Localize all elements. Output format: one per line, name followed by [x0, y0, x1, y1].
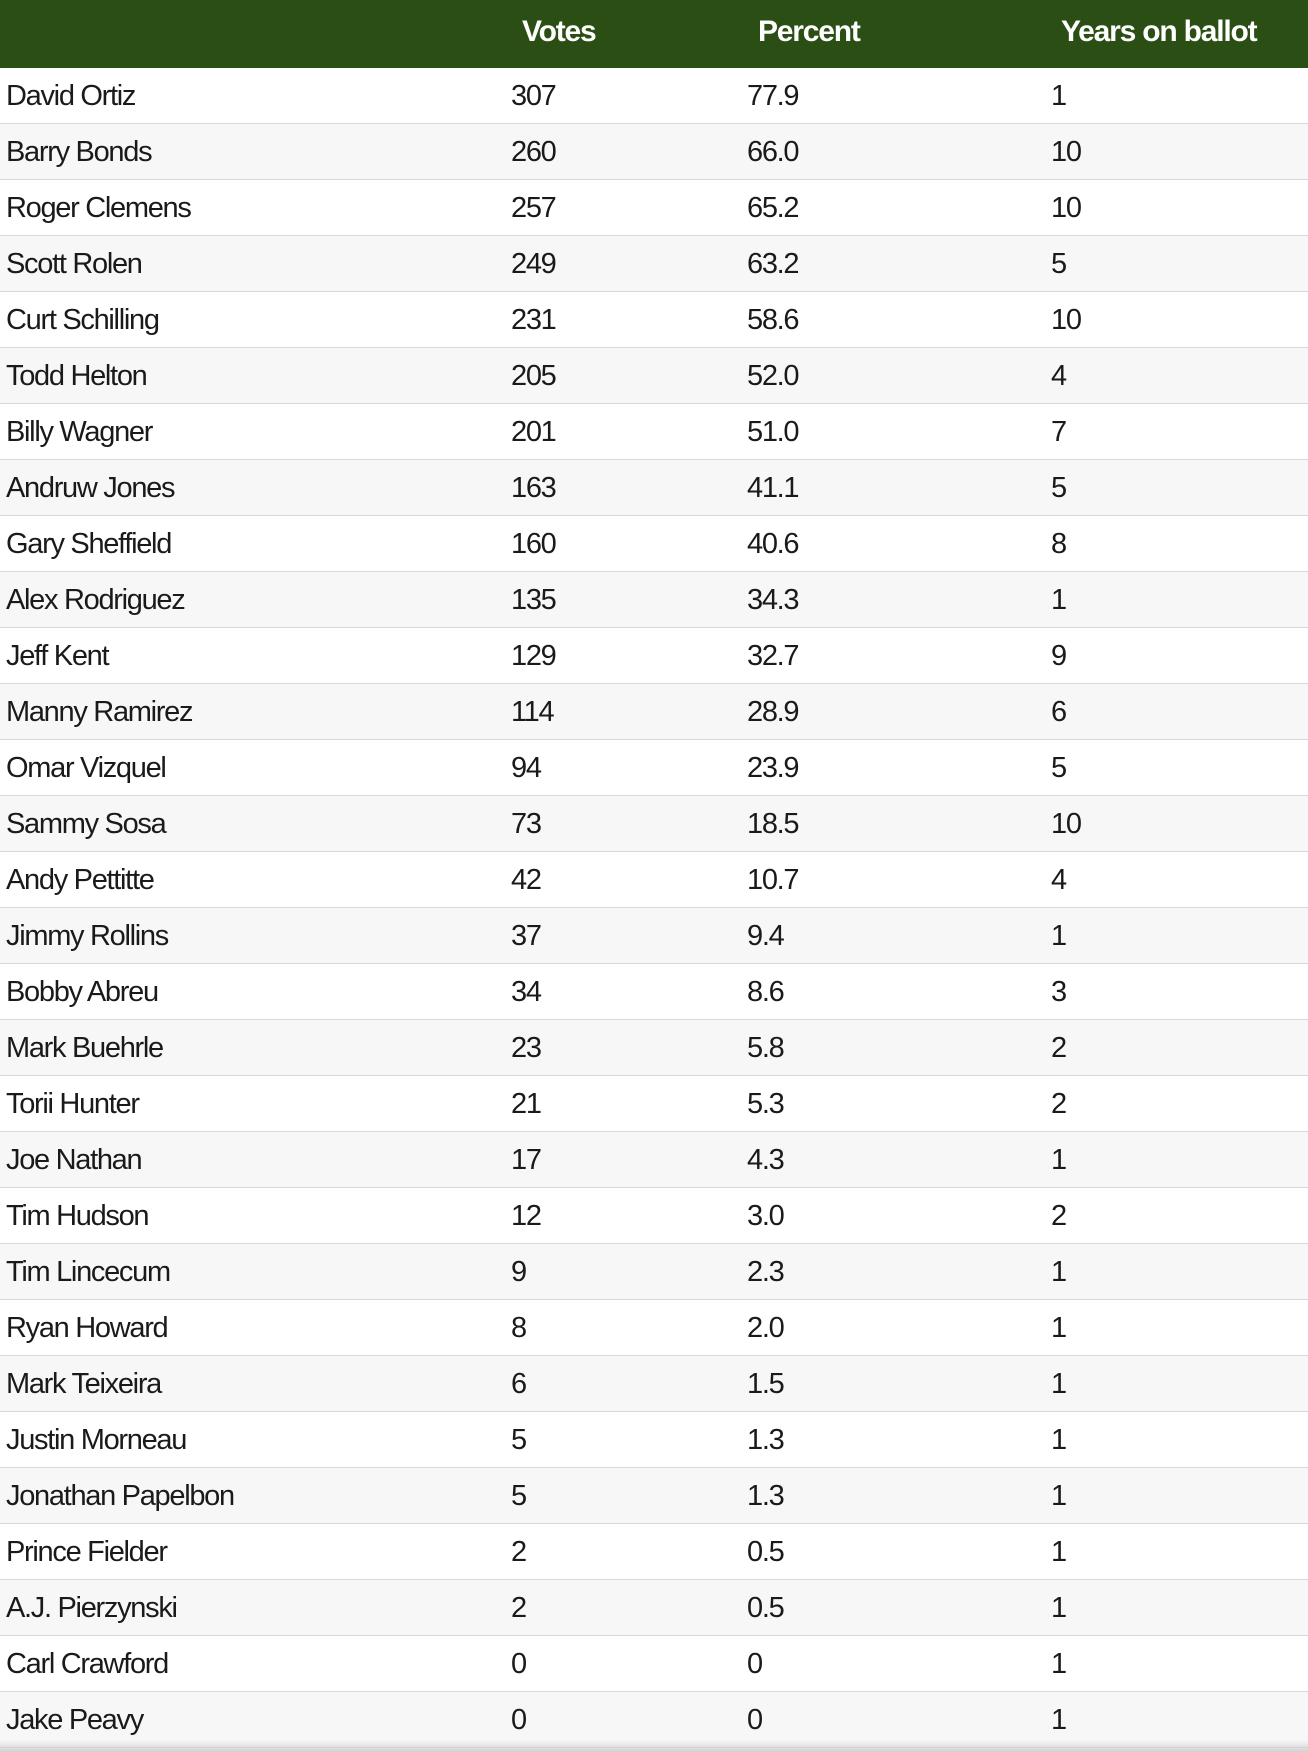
- percent-cell: 1.5: [747, 1368, 784, 1400]
- years-on-ballot-cell: 2: [1051, 1088, 1066, 1120]
- percent-cell: 5.3: [747, 1088, 784, 1120]
- votes-cell: 260: [511, 136, 556, 168]
- percent-cell: 28.9: [747, 696, 799, 728]
- table-row: [0, 1412, 1308, 1468]
- player-name-cell: David Ortiz: [6, 80, 136, 112]
- table-row: [0, 852, 1308, 908]
- votes-cell: 160: [511, 528, 556, 560]
- years-on-ballot-cell: 8: [1051, 528, 1066, 560]
- table-row: [0, 1524, 1308, 1580]
- votes-cell: 23: [511, 1032, 541, 1064]
- player-name-cell: Jeff Kent: [6, 640, 109, 672]
- votes-cell: 21: [511, 1088, 541, 1120]
- years-on-ballot-cell: 1: [1051, 1256, 1066, 1288]
- table-row: [0, 348, 1308, 404]
- percent-cell: 51.0: [747, 416, 799, 448]
- percent-cell: 8.6: [747, 976, 784, 1008]
- years-on-ballot-cell: 1: [1051, 1648, 1066, 1680]
- player-name-cell: Joe Nathan: [6, 1144, 142, 1176]
- table-row: [0, 1636, 1308, 1692]
- table-row: [0, 684, 1308, 740]
- percent-cell: 66.0: [747, 136, 799, 168]
- percent-cell: 41.1: [747, 472, 799, 504]
- votes-cell: 37: [511, 920, 541, 952]
- player-name-cell: Omar Vizquel: [6, 752, 166, 784]
- percent-cell: 1.3: [747, 1424, 784, 1456]
- years-on-ballot-cell: 4: [1051, 864, 1066, 896]
- years-on-ballot-cell: 1: [1051, 584, 1066, 616]
- player-name-cell: Billy Wagner: [6, 416, 153, 448]
- years-on-ballot-cell: 1: [1051, 1144, 1066, 1176]
- percent-cell: 0: [747, 1648, 762, 1680]
- table-row: [0, 1132, 1308, 1188]
- table-row: [0, 1300, 1308, 1356]
- player-name-cell: Torii Hunter: [6, 1088, 139, 1120]
- years-on-ballot-cell: 1: [1051, 920, 1066, 952]
- player-name-cell: Curt Schilling: [6, 304, 159, 336]
- years-on-ballot-cell: 7: [1051, 416, 1066, 448]
- player-name-cell: Mark Buehrle: [6, 1032, 163, 1064]
- years-on-ballot-cell: 3: [1051, 976, 1066, 1008]
- player-name-cell: Andy Pettitte: [6, 864, 154, 896]
- votes-cell: 205: [511, 360, 556, 392]
- votes-cell: 2: [511, 1592, 526, 1624]
- votes-cell: 163: [511, 472, 556, 504]
- years-on-ballot-cell: 5: [1051, 472, 1066, 504]
- table-header-row: [0, 0, 1308, 68]
- votes-cell: 42: [511, 864, 541, 896]
- percent-cell: 2.3: [747, 1256, 784, 1288]
- years-on-ballot-cell: 10: [1051, 304, 1081, 336]
- table-row: [0, 796, 1308, 852]
- years-on-ballot-cell: 1: [1051, 1704, 1066, 1736]
- player-name-cell: Carl Crawford: [6, 1648, 168, 1680]
- player-name-cell: Roger Clemens: [6, 192, 191, 224]
- table-row: [0, 1580, 1308, 1636]
- column-header-years-on-ballot[interactable]: Years on ballot: [1061, 15, 1257, 48]
- table-row: [0, 124, 1308, 180]
- years-on-ballot-cell: 1: [1051, 1424, 1066, 1456]
- player-name-cell: Gary Sheffield: [6, 528, 172, 560]
- votes-cell: 2: [511, 1536, 526, 1568]
- percent-cell: 32.7: [747, 640, 799, 672]
- votes-cell: 73: [511, 808, 541, 840]
- table-body: [0, 68, 1308, 1748]
- percent-cell: 1.3: [747, 1480, 784, 1512]
- years-on-ballot-cell: 1: [1051, 1312, 1066, 1344]
- percent-cell: 0.5: [747, 1536, 784, 1568]
- percent-cell: 0.5: [747, 1592, 784, 1624]
- percent-cell: 3.0: [747, 1200, 784, 1232]
- years-on-ballot-cell: 2: [1051, 1200, 1066, 1232]
- player-name-cell: Alex Rodriguez: [6, 584, 185, 616]
- player-name-cell: Jimmy Rollins: [6, 920, 168, 952]
- table-row: [0, 572, 1308, 628]
- player-name-cell: Mark Teixeira: [6, 1368, 162, 1400]
- years-on-ballot-cell: 10: [1051, 136, 1081, 168]
- years-on-ballot-cell: 1: [1051, 1592, 1066, 1624]
- percent-cell: 58.6: [747, 304, 799, 336]
- years-on-ballot-cell: 4: [1051, 360, 1066, 392]
- votes-cell: 5: [511, 1480, 526, 1512]
- years-on-ballot-cell: 1: [1051, 1480, 1066, 1512]
- years-on-ballot-cell: 10: [1051, 192, 1081, 224]
- votes-cell: 94: [511, 752, 541, 784]
- table-row: [0, 1244, 1308, 1300]
- votes-cell: 129: [511, 640, 556, 672]
- percent-cell: 0: [747, 1704, 762, 1736]
- votes-cell: 249: [511, 248, 556, 280]
- table-row: [0, 180, 1308, 236]
- years-on-ballot-cell: 5: [1051, 248, 1066, 280]
- years-on-ballot-cell: 2: [1051, 1032, 1066, 1064]
- player-name-cell: Justin Morneau: [6, 1424, 187, 1456]
- votes-cell: 201: [511, 416, 556, 448]
- player-name-cell: Jonathan Papelbon: [6, 1480, 234, 1512]
- player-name-cell: Sammy Sosa: [6, 808, 166, 840]
- votes-cell: 34: [511, 976, 541, 1008]
- table-row: [0, 236, 1308, 292]
- table-row: [0, 516, 1308, 572]
- percent-cell: 65.2: [747, 192, 799, 224]
- player-name-cell: Andruw Jones: [6, 472, 175, 504]
- years-on-ballot-cell: 10: [1051, 808, 1081, 840]
- votes-cell: 257: [511, 192, 556, 224]
- years-on-ballot-cell: 6: [1051, 696, 1066, 728]
- years-on-ballot-cell: 9: [1051, 640, 1066, 672]
- player-name-cell: Tim Hudson: [6, 1200, 149, 1232]
- table-row: [0, 628, 1308, 684]
- votes-cell: 17: [511, 1144, 541, 1176]
- table-row: [0, 740, 1308, 796]
- table-row: [0, 460, 1308, 516]
- years-on-ballot-cell: 1: [1051, 80, 1066, 112]
- player-name-cell: Scott Rolen: [6, 248, 142, 280]
- percent-cell: 77.9: [747, 80, 799, 112]
- votes-cell: 9: [511, 1256, 526, 1288]
- votes-cell: 0: [511, 1704, 526, 1736]
- table-row: [0, 1076, 1308, 1132]
- votes-cell: 135: [511, 584, 556, 616]
- years-on-ballot-cell: 5: [1051, 752, 1066, 784]
- table-row: [0, 964, 1308, 1020]
- table-row: [0, 404, 1308, 460]
- bottom-edge-shadow: [0, 1740, 1308, 1752]
- player-name-cell: Ryan Howard: [6, 1312, 168, 1344]
- percent-cell: 63.2: [747, 248, 799, 280]
- percent-cell: 18.5: [747, 808, 799, 840]
- percent-cell: 5.8: [747, 1032, 784, 1064]
- column-header-percent[interactable]: Percent: [758, 15, 860, 48]
- player-name-cell: Tim Lincecum: [6, 1256, 170, 1288]
- votes-cell: 307: [511, 80, 556, 112]
- player-name-cell: Barry Bonds: [6, 136, 152, 168]
- percent-cell: 2.0: [747, 1312, 784, 1344]
- table-row: [0, 292, 1308, 348]
- percent-cell: 52.0: [747, 360, 799, 392]
- votes-cell: 12: [511, 1200, 541, 1232]
- column-header-votes[interactable]: Votes: [522, 15, 596, 48]
- player-name-cell: Bobby Abreu: [6, 976, 158, 1008]
- player-name-cell: Todd Helton: [6, 360, 147, 392]
- percent-cell: 34.3: [747, 584, 799, 616]
- votes-cell: 5: [511, 1424, 526, 1456]
- votes-cell: 231: [511, 304, 556, 336]
- percent-cell: 4.3: [747, 1144, 784, 1176]
- percent-cell: 23.9: [747, 752, 799, 784]
- years-on-ballot-cell: 1: [1051, 1536, 1066, 1568]
- player-name-cell: Jake Peavy: [6, 1704, 143, 1736]
- votes-cell: 6: [511, 1368, 526, 1400]
- table-row: [0, 68, 1308, 124]
- table-row: [0, 908, 1308, 964]
- years-on-ballot-cell: 1: [1051, 1368, 1066, 1400]
- percent-cell: 9.4: [747, 920, 784, 952]
- player-name-cell: Manny Ramirez: [6, 696, 193, 728]
- table-row: [0, 1468, 1308, 1524]
- player-name-cell: Prince Fielder: [6, 1536, 167, 1568]
- table-row: [0, 1020, 1308, 1076]
- votes-cell: 0: [511, 1648, 526, 1680]
- percent-cell: 10.7: [747, 864, 799, 896]
- votes-cell: 114: [511, 696, 554, 728]
- table-row: [0, 1356, 1308, 1412]
- table-row: [0, 1188, 1308, 1244]
- percent-cell: 40.6: [747, 528, 799, 560]
- votes-cell: 8: [511, 1312, 526, 1344]
- player-name-cell: A.J. Pierzynski: [6, 1592, 177, 1624]
